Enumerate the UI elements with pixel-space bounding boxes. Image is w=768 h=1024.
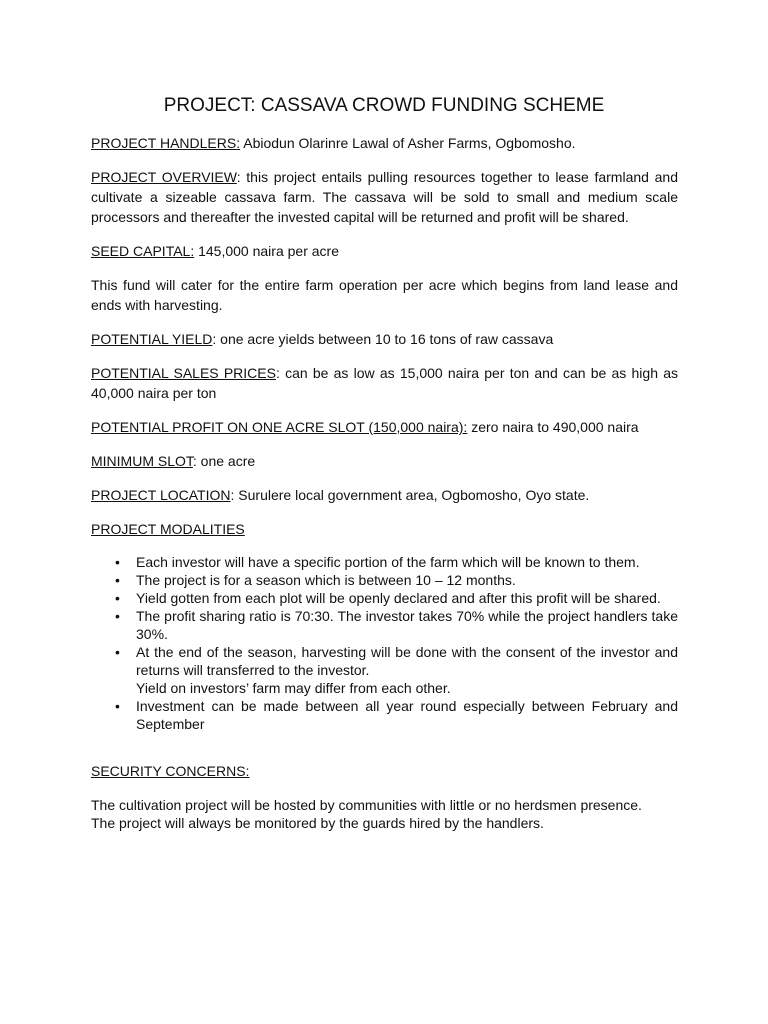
potential-profit-paragraph: [91, 417, 678, 437]
project-overview-text: : this project entails pulling resources together to lease farmland and cultivate a sizeable cassava farm. The cassava will be sold to small and medium scale processors and thereafter the invested capital will be returned and profit will be shared.: [91, 169, 678, 225]
minimum-slot-text: : one acre: [192, 453, 256, 469]
potential-profit-label: POTENTIAL PROFIT ON ONE ACRE SLOT (150,000 naira):: [91, 419, 468, 435]
list-item-text: At the end of the season, harvesting will be done with the consent of the investor and returns will transferred to the investor.: [136, 644, 678, 678]
project-modalities-label: PROJECT MODALITIES: [91, 521, 245, 537]
spacer: [91, 747, 678, 761]
document-body: [91, 133, 678, 832]
security-concerns-paragraph: [91, 796, 678, 832]
list-item: • The profit sharing ratio is 70:30. The investor takes 70% while the project handlers take 30%.: [136, 607, 678, 643]
potential-yield-paragraph: [91, 329, 678, 349]
project-location-label: PROJECT LOCATION: [91, 487, 231, 503]
minimum-slot-paragraph: [91, 451, 678, 471]
security-concerns-heading: [91, 761, 678, 781]
modalities-list: [91, 553, 678, 733]
minimum-slot-label: MINIMUM SLOT: [91, 453, 193, 469]
project-overview-label: PROJECT OVERVIEW: [91, 169, 237, 185]
project-handlers-text: Abiodun Olarinre Lawal of Asher Farms, Ogbomosho.: [240, 135, 576, 151]
list-item-subline: Yield on investors’ farm may differ from each other.: [136, 680, 451, 696]
list-item: • Investment can be made between all year round especially between February and September: [136, 697, 678, 733]
potential-yield-text: : one acre yields between 10 to 16 tons of raw cassava: [212, 331, 554, 347]
project-overview-paragraph: [91, 167, 678, 227]
list-item: • Yield gotten from each plot will be openly declared and after this profit will be shared.: [136, 589, 678, 607]
list-item: • Each investor will have a specific portion of the farm which will be known to them.: [136, 553, 678, 571]
project-handlers-paragraph: [91, 133, 678, 153]
sales-prices-text: : can be as low as 15,000 naira per ton and can be as high as 40,000 naira per ton: [91, 365, 678, 401]
sales-prices-label: POTENTIAL SALES PRICES: [91, 365, 276, 381]
document-title: PROJECT: CASSAVA CROWD FUNDING SCHEME: [163, 95, 605, 116]
potential-profit-text: zero naira to 490,000 naira: [467, 419, 639, 435]
security-concerns-label: SECURITY CONCERNS:: [91, 763, 250, 779]
seed-capital-label: SEED CAPITAL:: [91, 243, 195, 259]
security-line-1: The cultivation project will be hosted by communities with little or no herdsmen presence.: [91, 797, 642, 813]
fund-note-paragraph: This fund will cater for the entire farm operation per acre which begins from land lease and ends with harvesting.: [91, 277, 678, 313]
seed-capital-text: 145,000 naira per acre: [194, 243, 339, 259]
sales-prices-paragraph: [91, 363, 678, 403]
project-location-paragraph: [91, 485, 678, 505]
project-modalities-heading: [91, 519, 678, 539]
security-line-2: The project will always be monitored by the guards hired by the handlers.: [91, 815, 544, 831]
seed-capital-paragraph: [91, 241, 678, 261]
list-item: [136, 643, 678, 697]
list-item: • The project is for a season which is between 10 – 12 months.: [136, 571, 678, 589]
project-location-text: : Surulere local government area, Ogbomosho, Oyo state.: [230, 487, 590, 503]
potential-yield-label: POTENTIAL YIELD: [91, 331, 213, 347]
project-handlers-label: PROJECT HANDLERS:: [91, 135, 241, 151]
